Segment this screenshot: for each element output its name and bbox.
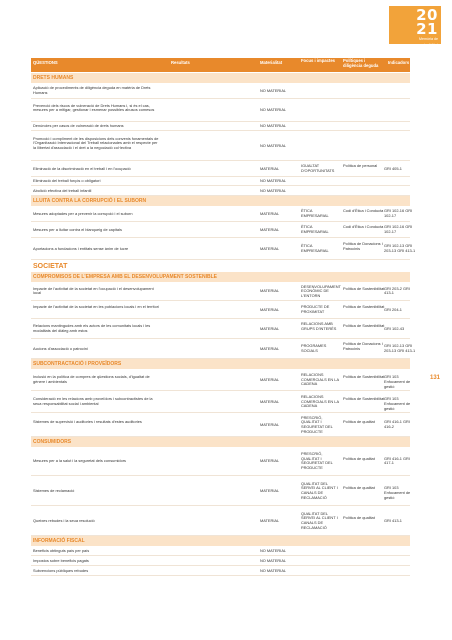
- policy-cell: Codi d'Ètica i Conducta: [343, 224, 384, 230]
- badge-year-bottom: 21: [416, 20, 438, 38]
- question-cell: Subvencions públiques rebudes: [33, 567, 89, 573]
- table-row: [31, 206, 413, 222]
- indicator-cell: GRI 203-2 GRI 413-1: [384, 285, 410, 296]
- question-cell: Denúncies per casos de vulneració de drets humans: [33, 123, 124, 129]
- materiality-cell: NO MATERIAL: [260, 178, 287, 184]
- question-cell: Accions d'associació o patrocini: [33, 345, 88, 351]
- table-row: [31, 186, 410, 196]
- indicator-cell: GRI 102-13 GRI 203-13 GRI 413-1: [384, 343, 416, 353]
- section-heading: LLUITA CONTRA LA CORRUPCIÓ I EL SUBORN: [31, 196, 410, 206]
- badge-subtitle-1: Memòria de: [419, 37, 438, 41]
- question-cell: Consideració en les relacions amb proveïdors i subcontractistes de la seua responsabilitat social i ambiental: [33, 396, 153, 406]
- question-cell: Promoció i compliment de les disposicions dels convenis fonamentals de l'Organització Internacional del Treball relacionades amb el respecte per la llibertat d'associació i el dret a la negociació col·lectiva: [33, 135, 159, 150]
- materiality-cell: MATERIAL: [260, 398, 280, 404]
- materiality-cell: NO MATERIAL: [260, 557, 287, 563]
- badge-year-top: 20: [416, 6, 438, 24]
- question-cell: Impacte de l'activitat de la societat en les poblacions locals i en el territori: [33, 304, 159, 310]
- header-indicators: Indicadors: [388, 60, 410, 65]
- table-row: [31, 131, 410, 161]
- indicator-cell: GRI 413-1: [384, 517, 402, 523]
- policy-cell: Codi d'Ètica i Conducta: [343, 208, 384, 214]
- materiality-cell: MATERIAL: [260, 306, 280, 312]
- materiality-cell: MATERIAL: [260, 376, 280, 382]
- policy-cell: Política de qualitat: [343, 455, 375, 461]
- question-cell: Mesures per a la salut i la seguretat dels consumidors: [33, 458, 126, 464]
- materiality-cell: NO MATERIAL: [260, 107, 287, 113]
- focus-cell: ÈTICA EMPRESARIAL: [301, 224, 329, 234]
- materiality-cell: MATERIAL: [260, 458, 280, 464]
- question-cell: Sistemes de supervisió i auditories i resultats d'estes auditories: [33, 419, 142, 425]
- table-row: [31, 391, 410, 413]
- focus-cell: RELACIONS AMB GRUPS D'INTERÉS: [301, 321, 337, 331]
- materiality-cell: NO MATERIAL: [260, 567, 287, 573]
- header-questions: QÜESTIONS: [33, 60, 58, 65]
- header-results: Resultats: [171, 60, 190, 65]
- policy-cell: Política de qualitat: [343, 515, 375, 521]
- table-header: [31, 58, 410, 73]
- table-row: [31, 566, 410, 576]
- table-row: [31, 122, 410, 131]
- question-cell: Mesures per a lluitar contra el blanqueig de capitals: [33, 226, 122, 232]
- materiality-cell: MATERIAL: [260, 345, 280, 351]
- focus-cell: DESENVOLUPAMENT ECONÒMIC DE L'ENTORN: [301, 283, 341, 298]
- table-row: [31, 546, 410, 556]
- table-row: [31, 339, 416, 359]
- policy-cell: Política de Sostenibilitat: [343, 323, 385, 329]
- materiality-cell: MATERIAL: [260, 325, 280, 331]
- indicator-cell: GRI 103 Enfocament de gestió: [384, 396, 411, 411]
- indicator-cell: GRI 405-1: [384, 165, 402, 171]
- policy-cell: Política de Donacions i Patrocinis: [343, 241, 383, 251]
- materiality-cell: NO MATERIAL: [260, 142, 287, 148]
- table-row: [31, 238, 416, 260]
- indicator-cell: GRI 416-1 GRI 417-1: [384, 455, 410, 466]
- table-row: [31, 413, 410, 437]
- table-row: [31, 222, 413, 238]
- report-year-badge: [389, 6, 441, 47]
- indicator-cell: GRI 204-1: [384, 306, 402, 312]
- policy-cell: Política de Sostenibilitat: [343, 285, 385, 291]
- table-row: [31, 161, 410, 177]
- indicator-cell: GRI 416-1 GRI 416-2: [384, 419, 410, 429]
- focus-cell: RELACIONS COMERCIALS EN LA CADENA: [301, 372, 339, 387]
- topic-heading: SOCIETAT: [33, 263, 68, 270]
- policy-cell: Política de Sostenibilitat: [343, 304, 385, 310]
- focus-cell: PRESCRIÓ, QUALITAT I SEGURETAT DEL PRODUCTE: [301, 451, 333, 471]
- indicator-cell: GRI 102-16 GRI 102-17: [384, 208, 413, 218]
- indicator-cell: GRI 103 Enfocament de gestió: [384, 374, 411, 389]
- indicator-cell: GRI 102-13 GRI 203-13 GRI 413-1: [384, 243, 416, 253]
- table-row: [31, 319, 410, 339]
- question-cell: Beneficis obtinguts país per país: [33, 547, 90, 553]
- indicator-cell: GRI 102-43: [384, 325, 405, 331]
- materiality-cell: MATERIAL: [260, 210, 280, 216]
- indicator-cell: GRI 103 Enfocament de gestió: [384, 485, 411, 500]
- table-row: [31, 556, 410, 566]
- table-row: [31, 83, 410, 99]
- question-cell: Aplicació de procediments de diligència deguda en matèria de Drets Humans: [33, 85, 151, 95]
- indicator-cell: GRI 102-16 GRI 102-17: [384, 224, 413, 234]
- table-row: [31, 447, 410, 476]
- focus-cell: QUALITAT DEL SERVEI AL CLIENT I CANALS DE RECLAMACIÓ: [301, 480, 338, 500]
- question-cell: Inclusió en la política de compres de qüestions socials, d'igualtat de gènere i ambientals: [33, 374, 150, 384]
- materiality-cell: NO MATERIAL: [260, 547, 287, 553]
- focus-cell: PRODUCTE DE PROXIMITAT: [301, 304, 330, 314]
- section-heading: SUBCONTRACTACIÓ I PROVEÏDORS: [31, 359, 410, 369]
- policy-cell: Política de personal: [343, 163, 378, 169]
- table-row: [31, 99, 410, 122]
- materiality-cell: MATERIAL: [260, 487, 280, 493]
- policy-cell: Política de Sostenibilitat: [343, 374, 385, 380]
- table-body: [31, 73, 416, 576]
- materiality-cell: MATERIAL: [260, 226, 280, 232]
- materiality-cell: NO MATERIAL: [260, 123, 287, 129]
- table-row: [31, 301, 410, 319]
- table-row: [31, 369, 410, 391]
- focus-cell: ÈTICA EMPRESARIAL: [301, 208, 329, 218]
- question-cell: Relacions mantingudes amb els actors de les comunitats locals i les modalitats del diàleg amb estos: [33, 323, 151, 333]
- materiality-cell: MATERIAL: [260, 517, 280, 523]
- materiality-cell: MATERIAL: [260, 288, 280, 294]
- focus-cell: PROGRAMES SOCIALS: [301, 343, 327, 353]
- materiality-cell: NO MATERIAL: [260, 187, 287, 193]
- section-heading: DRETS HUMANS: [31, 73, 410, 83]
- section-heading: COMPROMISOS DE L'EMPRESA AMB EL DESENVOLUPAMENT SOSTENIBLE: [31, 272, 410, 282]
- header-materiality: Materialitat: [260, 60, 283, 65]
- question-cell: Impacte de l'activitat de la societat en l'ocupació i el desenvolupament local: [33, 285, 154, 296]
- header-policies: Polítiques i diligència deguda: [343, 58, 379, 68]
- question-cell: Queixes rebudes i la seua resolució: [33, 517, 95, 523]
- materiality-cell: MATERIAL: [260, 421, 280, 427]
- gri-content-table: [31, 58, 416, 576]
- table-row: [31, 476, 410, 506]
- header-focus: Focus i impactes: [301, 58, 335, 63]
- question-cell: Sistemes de reclamació: [33, 487, 75, 493]
- policy-cell: Política de Donacions i Patrocinis: [343, 341, 383, 351]
- question-cell: Impostos sobre beneficis pagats: [33, 557, 89, 563]
- section-heading: INFORMACIÓ FISCAL: [31, 536, 410, 546]
- policy-cell: Política de qualitat: [343, 485, 375, 491]
- materiality-cell: MATERIAL: [260, 245, 280, 251]
- focus-cell: IGUALTAT D'OPORTUNITATS: [301, 163, 335, 173]
- question-cell: Mesures adoptades per a prevenir la corrupció i el suborn: [33, 210, 133, 216]
- section-heading: CONSUMIDORS: [31, 437, 410, 447]
- question-cell: Aportacions a fundacions i entitats sense ànim de lucre: [33, 245, 129, 251]
- table-row: [31, 177, 410, 186]
- policy-cell: Política de qualitat: [343, 419, 375, 425]
- focus-cell: RELACIONS COMERCIALS EN LA CADENA: [301, 394, 339, 409]
- question-cell: Eliminació del treball forçós o obligatori: [33, 178, 101, 184]
- materiality-cell: NO MATERIAL: [260, 87, 287, 93]
- question-cell: Eliminació de la discriminació en el treball i en l'ocupació: [33, 165, 131, 171]
- page-number: 131: [430, 375, 441, 381]
- focus-cell: QUALITAT DEL SERVEI AL CLIENT I CANALS DE RECLAMACIÓ: [301, 510, 338, 530]
- materiality-cell: MATERIAL: [260, 165, 280, 171]
- question-cell: Prevenció dels riscos de vulneració de Drets Humans i, si és el cas, mesures per a mitigar, gestionar i esmenar possibles abusos comesos: [33, 102, 155, 113]
- table-row: [31, 282, 410, 301]
- focus-cell: PRESCRIÓ, QUALITAT I SEGURETAT DEL PRODUCTE: [301, 414, 333, 434]
- badge-subtitle-2: sostenibilitat: [418, 42, 438, 47]
- focus-cell: ÈTICA EMPRESARIAL: [301, 243, 329, 253]
- table-row: [31, 506, 410, 536]
- question-cell: Abolició efectiva del treball infantil: [33, 187, 92, 193]
- policy-cell: Política de Sostenibilitat: [343, 396, 385, 402]
